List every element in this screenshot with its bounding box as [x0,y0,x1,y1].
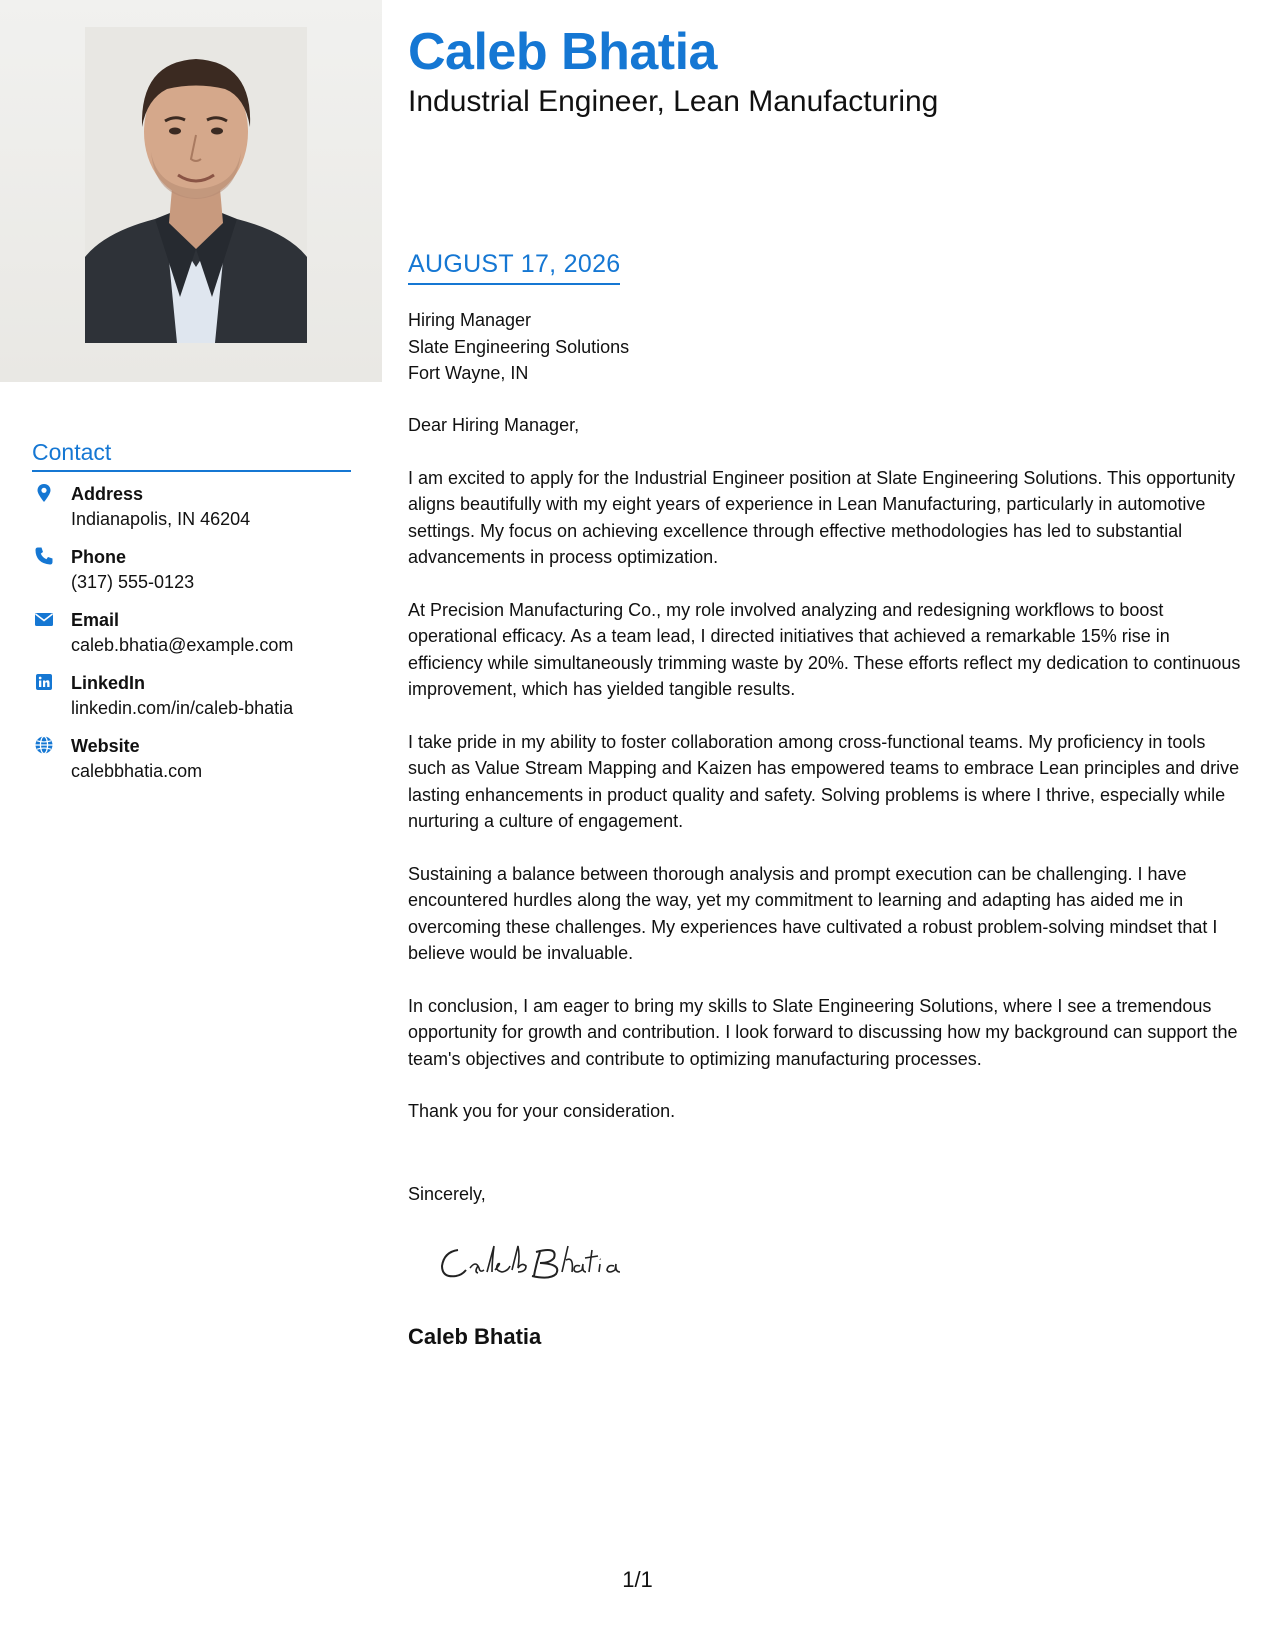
contact-value-address: Indianapolis, IN 46204 [71,509,251,529]
contact-item-website [32,734,362,797]
letter-date: AUGUST 17, 2026 [408,248,620,285]
closing: Sincerely, [408,1184,486,1204]
contact-label: LinkedIn [71,673,146,693]
contact-item-address [32,482,362,545]
contact-item-phone [32,545,362,608]
envelope-icon [34,609,54,629]
contact-value-email[interactable]: caleb.bhatia@example.com [71,635,294,655]
map-pin-icon [34,483,54,503]
contact-value-linkedin[interactable]: linkedin.com/in/caleb-bhatia [71,698,294,718]
signed-name: Caleb Bhatia [408,1324,542,1349]
contact-item-linkedin [32,671,362,734]
body-paragraph: I am excited to apply for the Industrial Engineer position at Slate Engineering Solutions. This opportunity aligns beautifully with my eight years of experience in Lean Manufacturing, particularly in automotive settings. My focus on achieving excellence through effective methodologies has led to substantial advancements in process optimization. [408,467,1236,568]
contact-label: Address [71,484,144,504]
greeting: Dear Hiring Manager, [408,415,580,435]
linkedin-icon [34,672,54,692]
profile-photo [85,27,307,343]
body-paragraph: Sustaining a balance between thorough analysis and prompt execution can be challenging. I have encountered hurdles along the way, yet my commitment to learning and adapting has aided me in overcoming these challenges. My experiences have cultivated a robust problem-solving mindset that I believe would be invaluable. [408,863,1218,964]
body-paragraph: In conclusion, I am eager to bring my skills to Slate Engineering Solutions, where I see a tremendous opportunity for growth and contribution. I look forward to discussing how my background can support the team's objectives and contribute to optimizing manufacturing processes. [408,995,1238,1069]
contact-value-website[interactable]: calebbhatia.com [71,761,203,781]
thank-you-line: Thank you for your consideration. [408,1101,676,1122]
recipient-company: Slate Engineering Solutions [408,336,630,357]
applicant-name: Caleb Bhatia [408,23,717,81]
letter-body [408,412,1248,1151]
handwritten-signature [432,1232,652,1292]
contact-label: Website [71,736,140,756]
body-paragraph: I take pride in my ability to foster collaboration among cross-functional teams. My proficiency in tools such as Value Stream Mapping and Kaizen has empowered teams to embrace Lean principles and drive lasting enhancements in product quality and safety. Solving problems is where I thrive, especially while nurturing a culture of engagement. [408,731,1240,832]
contact-list [32,482,362,797]
contact-label: Email [71,610,120,630]
contact-heading: Contact [32,438,351,472]
contact-label: Phone [71,547,127,567]
applicant-title: Industrial Engineer, Lean Manufacturing [408,85,939,118]
recipient-location: Fort Wayne, IN [408,363,529,383]
phone-icon [34,546,54,566]
contact-item-email [32,608,362,671]
recipient-block [408,307,629,387]
contact-value-phone: (317) 555-0123 [71,572,195,592]
recipient-name: Hiring Manager [408,310,532,330]
body-paragraph: At Precision Manufacturing Co., my role involved analyzing and redesigning workflows to boost operational efficacy. As a team lead, I directed initiatives that achieved a remarkable 15% rise in efficiency while simultaneously trimming waste by 20%. These efforts reflect my dedication to continuous improvement, which has yielded tangible results. [408,599,1241,700]
globe-icon [34,735,54,755]
page-number: 1/1 [622,1567,653,1592]
